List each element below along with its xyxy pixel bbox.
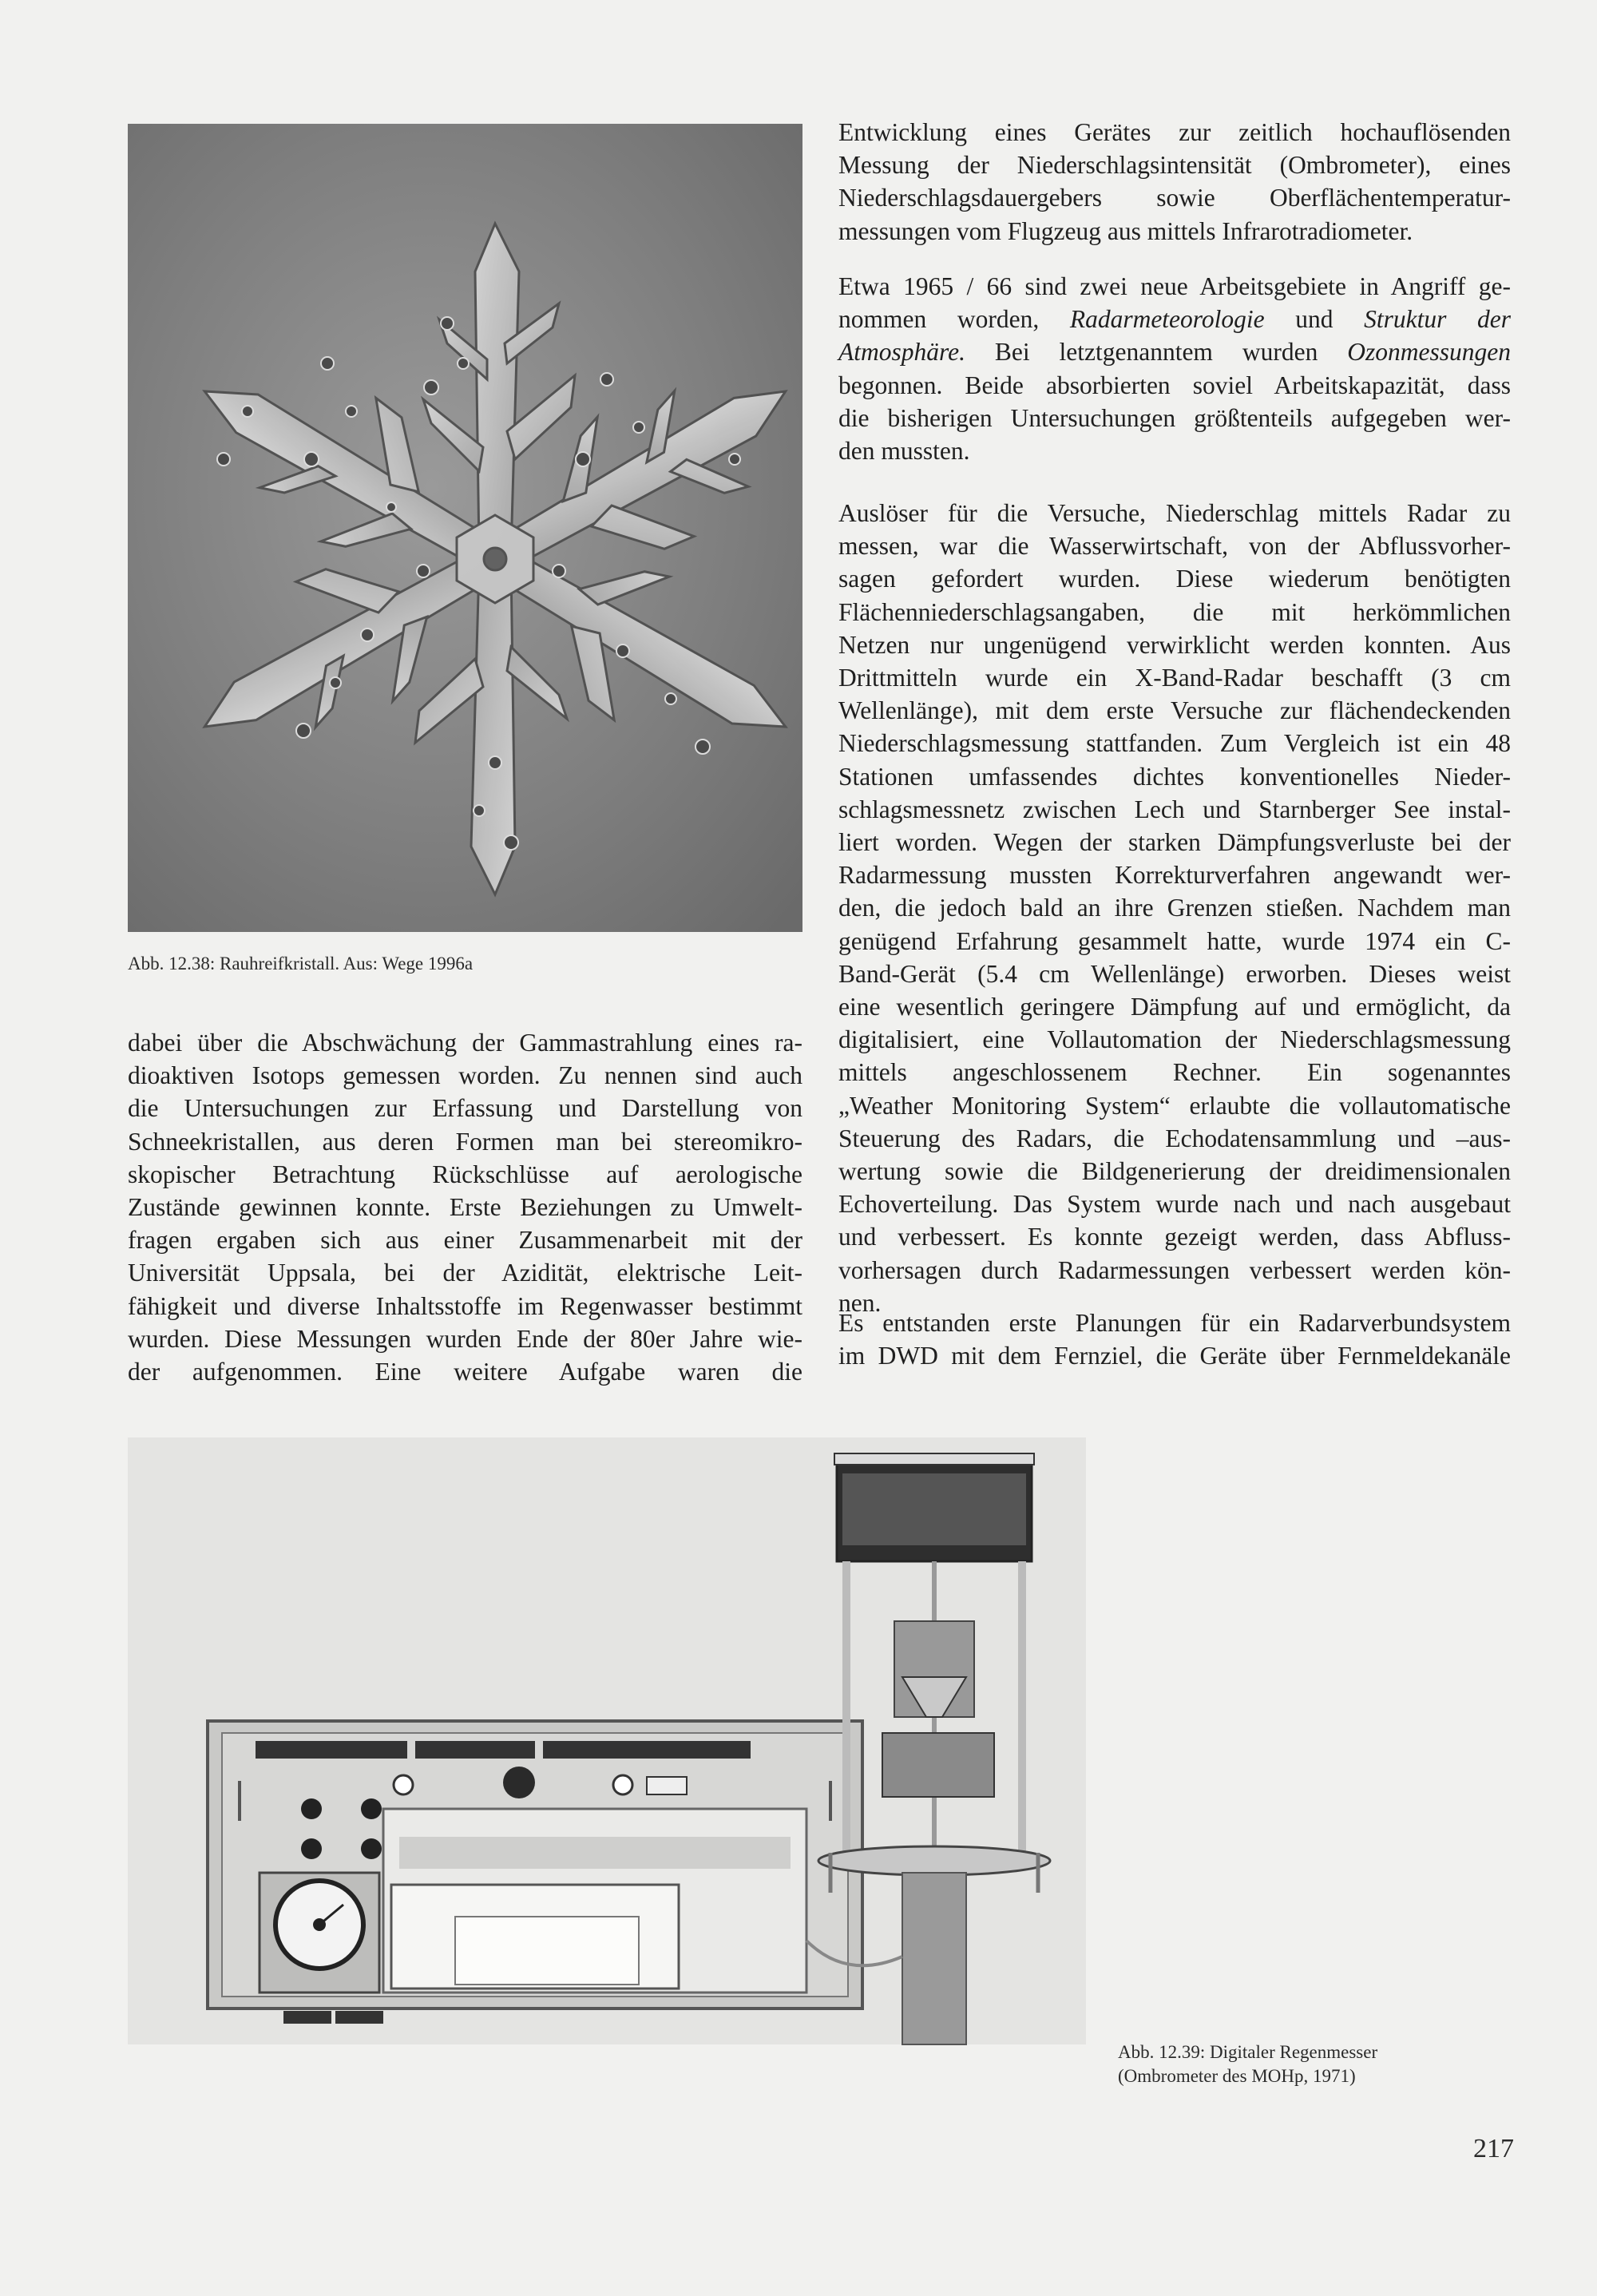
text-line: schlagsmessnetz zwischen Lech und Starnberger See instal- bbox=[838, 795, 1511, 823]
italic-term: Struktur der bbox=[1364, 305, 1511, 334]
figure-caption-12-39 bbox=[1118, 2040, 1453, 2088]
text-line: dioaktiven Isotops gemessen worden. Zu nennen sind auch bbox=[128, 1061, 802, 1090]
caption-line: Abb. 12.39: Digitaler Regenmesser bbox=[1118, 2042, 1378, 2062]
text-line: wertung sowie die Bildgenerierung der dreidimensionalen bbox=[838, 1157, 1511, 1186]
text-line: Stationen umfassendes dichtes konventionelles Nieder- bbox=[838, 762, 1511, 791]
text-line: vorhersagen durch Radarmessungen verbessert werden kön- bbox=[838, 1255, 1511, 1284]
text-line: fragen ergaben sich aus einer Zusammenarbeit mit der bbox=[128, 1226, 802, 1255]
text-line: Echoverteilung. Das System wurde nach und nach ausgebaut bbox=[838, 1190, 1511, 1219]
text-line: messen, war die Wasserwirtschaft, von der Abflussvorher- bbox=[838, 532, 1511, 561]
text-line: Wellenlänge), mit dem erste Versuche zur flächendeckenden bbox=[838, 696, 1511, 725]
text-line: fähigkeit und diverse Inhaltsstoffe im Regenwasser bestimmt bbox=[128, 1291, 802, 1320]
text-line bbox=[838, 335, 1511, 368]
text-run: und bbox=[1264, 305, 1365, 334]
text-line: messungen vom Flugzeug aus mittels Infrarotradiometer. bbox=[838, 216, 1413, 245]
text-line: nen. bbox=[838, 1288, 882, 1317]
digital-rain-gauge-image bbox=[128, 1437, 1517, 2116]
text-line: Etwa 1965 / 66 sind zwei neue Arbeitsgebiete in Angriff ge- bbox=[838, 272, 1511, 300]
text-line: den, die jedoch bald an ihre Grenzen stießen. Nachdem man bbox=[838, 894, 1511, 922]
control-unit bbox=[208, 1721, 862, 2024]
text-line: Zustände gewinnen konnte. Erste Beziehungen zu Umwelt- bbox=[128, 1193, 802, 1222]
text-line bbox=[838, 303, 1511, 335]
text-line: digitalisiert, eine Vollautomation der Niederschlagsmessung bbox=[838, 1025, 1511, 1054]
text-line: wurden. Diese Messungen wurden Ende der 80er Jahre wie- bbox=[128, 1324, 802, 1353]
text-line: im DWD mit dem Fernziel, die Geräte über Fernmeldekanäle bbox=[838, 1342, 1511, 1370]
text-line: und verbessert. Es konnte gezeigt werden, dass Abfluss- bbox=[838, 1223, 1511, 1251]
text-line: Flächenniederschlagsangaben, die mit herkömmlichen bbox=[838, 597, 1511, 626]
text-run: nommen worden, bbox=[838, 305, 1070, 334]
caption-line: (Ombrometer des MOHp, 1971) bbox=[1118, 2066, 1356, 2086]
text-line: liert worden. Wegen der starken Dämpfungsverluste bei der bbox=[838, 828, 1511, 857]
italic-term: Ozonmessungen bbox=[1347, 338, 1511, 367]
text-line: Steuerung des Radars, die Echodatensammlung und –aus- bbox=[838, 1124, 1511, 1152]
text-line: Universität Uppsala, bei der Azidität, elektrische Leit- bbox=[128, 1259, 802, 1287]
text-line: Auslöser für die Versuche, Niederschlag mittels Radar zu bbox=[838, 499, 1511, 527]
text-line: den mussten. bbox=[838, 437, 970, 466]
text-line: Messung der Niederschlagsintensität (Ombrometer), eines bbox=[838, 151, 1511, 180]
italic-term: Radarmeteorologie bbox=[1069, 305, 1265, 334]
text-line: die bisherigen Untersuchungen größtenteils aufgegeben wer- bbox=[838, 403, 1511, 432]
rime-crystal-image bbox=[128, 124, 802, 932]
snowflake-photo bbox=[128, 124, 802, 932]
text-line: Netzen nur ungenügend verwirklicht werden konnten. Aus bbox=[838, 630, 1511, 659]
text-line: skopischer Betrachtung Rückschlüsse auf aerologische bbox=[128, 1160, 802, 1188]
figure-caption-12-38: Abb. 12.38: Rauhreifkristall. Aus: Wege 1996a bbox=[128, 954, 474, 974]
text-line: „Weather Monitoring System“ erlaubte die vollautomatische bbox=[838, 1091, 1511, 1120]
text-line: sagen gefordert wurden. Diese wiederum benötigten bbox=[838, 565, 1511, 593]
left-column-text bbox=[128, 1026, 802, 1388]
text-line: die Untersuchungen zur Erfassung und Darstellung von bbox=[128, 1094, 802, 1123]
italic-term: Atmosphäre. bbox=[838, 338, 965, 367]
text-line: dabei über die Abschwächung der Gammastrahlung eines ra- bbox=[128, 1029, 802, 1057]
text-line: Band-Gerät (5.4 cm Wellenlänge) erworben. Dieses weist bbox=[838, 959, 1511, 988]
text-line: Drittmitteln wurde ein X-Band-Radar beschafft (3 cm bbox=[838, 664, 1511, 692]
text-run: Bei letztgenanntem wurden bbox=[965, 338, 1348, 367]
ombrometer-photo bbox=[128, 1437, 1517, 2116]
text-line: Radarmessung mussten Korrekturverfahren angewandt wer- bbox=[838, 861, 1511, 890]
text-line: Niederschlagsdauergebers sowie Oberflächentemperatur- bbox=[838, 184, 1511, 212]
text-line: genügend Erfahrung gesammelt hatte, wurde 1974 ein C- bbox=[838, 926, 1511, 955]
text-line: Niederschlagsmessung stattfanden. Zum Vergleich ist ein 48 bbox=[838, 729, 1511, 758]
text-line: der aufgenommen. Eine weitere Aufgabe waren die bbox=[128, 1358, 802, 1386]
text-line: eine wesentlich geringere Dämpfung auf und ermöglicht, da bbox=[838, 993, 1511, 1021]
right-column-paragraph-1 bbox=[838, 116, 1511, 248]
text-line: Entwicklung eines Gerätes zur zeitlich hochauflösenden bbox=[838, 118, 1511, 146]
text-line: Schneekristallen, aus deren Formen man bei stereomikro- bbox=[128, 1127, 802, 1156]
text-line: begonnen. Beide absorbierten soviel Arbeitskapazität, dass bbox=[838, 371, 1511, 399]
right-column-paragraph-2 bbox=[838, 270, 1511, 467]
text-line: mittels angeschlossenem Rechner. Ein sogenanntes bbox=[838, 1058, 1511, 1087]
right-column-paragraph-4 bbox=[838, 1307, 1511, 1372]
text-line: Es entstanden erste Planungen für ein Radarverbundsystem bbox=[838, 1309, 1511, 1337]
right-column-paragraph-3 bbox=[838, 497, 1511, 1319]
page-number: 217 bbox=[1473, 2134, 1514, 2163]
